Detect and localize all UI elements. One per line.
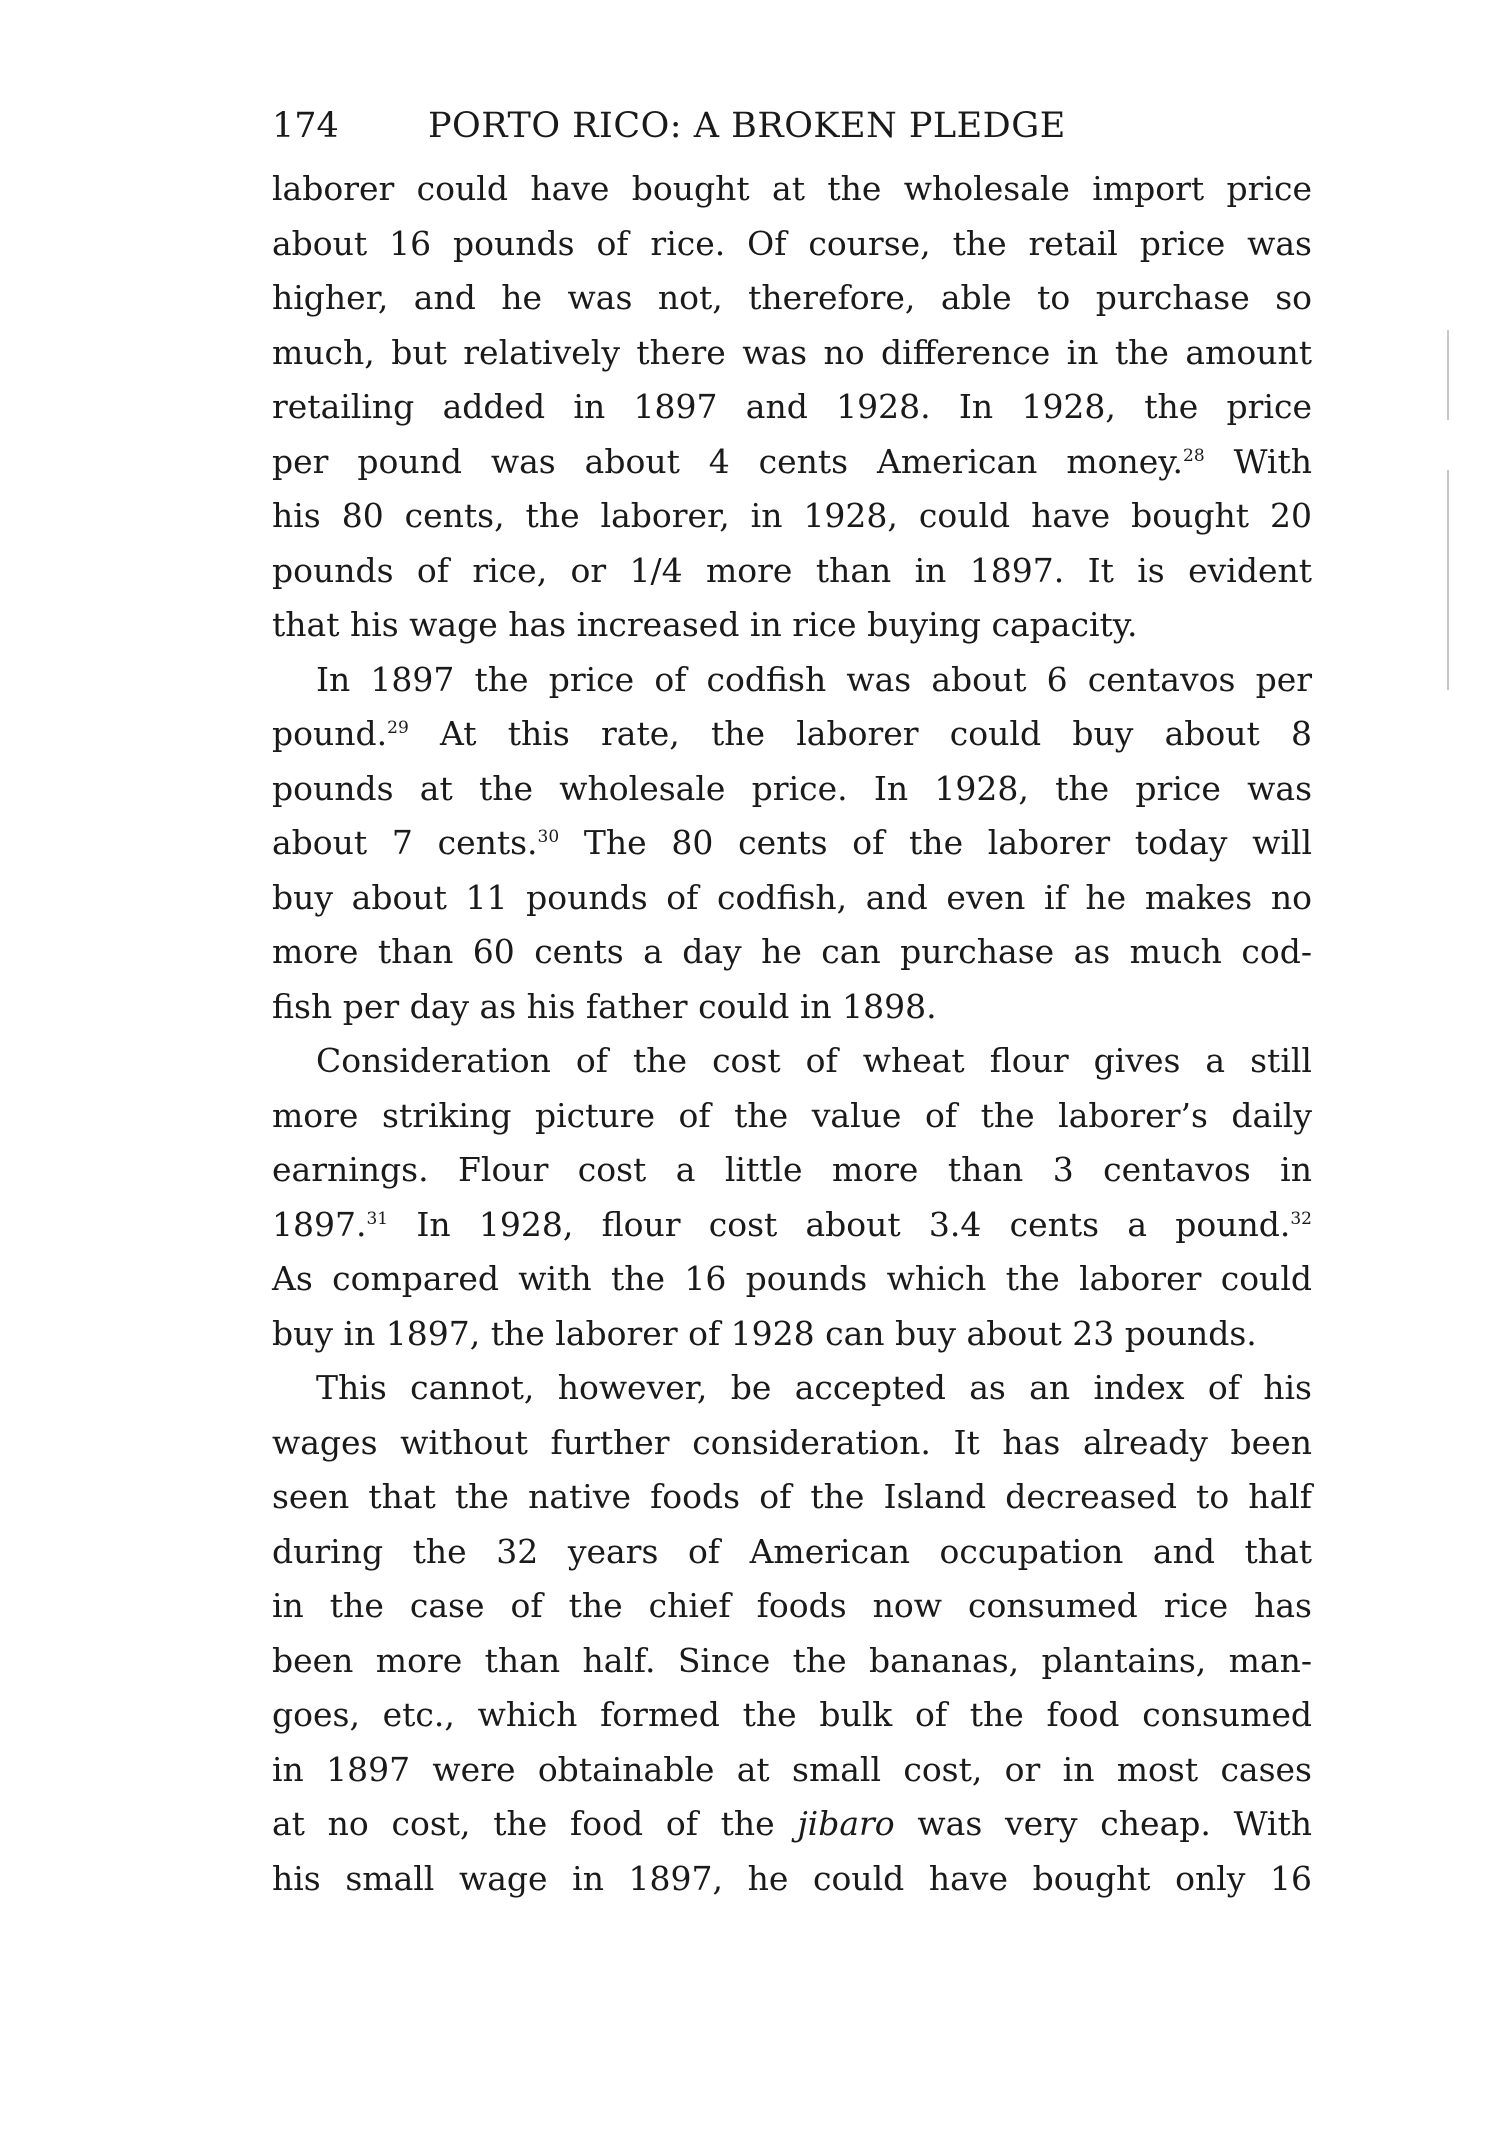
text-line xyxy=(272,1525,1312,1580)
line-text-tail: With xyxy=(1204,441,1312,481)
text-line xyxy=(272,271,1312,326)
line-text: per pound was about 4 cents American money. xyxy=(272,441,1184,481)
text-line xyxy=(272,326,1312,381)
line-text: buy in 1897, the laborer of 1928 can buy about 23 pounds. xyxy=(272,1313,1257,1353)
line-text: at no cost, the food of the xyxy=(272,1804,798,1843)
text-line xyxy=(272,1034,1312,1089)
text-line xyxy=(272,598,1312,653)
text-line xyxy=(272,1852,1312,1907)
text-line xyxy=(272,435,1312,490)
text-line xyxy=(272,1307,1312,1362)
footnote-marker: 28 xyxy=(1183,445,1205,466)
footnote-marker: 30 xyxy=(537,827,560,847)
text-line xyxy=(272,1688,1312,1743)
line-text-tail: was very cheap. With xyxy=(894,1804,1312,1843)
line-text: retailing added in 1897 and 1928. In 1928, the price xyxy=(272,387,1312,426)
text-line xyxy=(272,544,1312,599)
line-text: been more than half. Since the bananas, plantains, man- xyxy=(272,1640,1312,1680)
text-line xyxy=(272,1797,1312,1852)
text-line xyxy=(272,1089,1312,1144)
line-text: This cannot, however, be accepted as an index of his xyxy=(316,1368,1312,1407)
text-line xyxy=(272,762,1312,817)
line-text: about 7 cents. xyxy=(272,823,538,862)
page-number: 174 xyxy=(272,106,339,146)
text-line xyxy=(272,162,1312,217)
line-text: wages without further consideration. It has already been xyxy=(272,1422,1312,1462)
line-text: pound. xyxy=(272,714,388,753)
page-header xyxy=(272,106,1312,166)
text-line xyxy=(272,1143,1312,1198)
line-text: fish per day as his father could in 1898. xyxy=(272,986,937,1026)
line-text: during the 32 years of American occupation and that xyxy=(272,1531,1312,1571)
text-line xyxy=(272,489,1312,544)
line-text: higher, and he was not, therefore, able to purchase so xyxy=(272,278,1312,317)
text-line xyxy=(272,380,1312,435)
text-line xyxy=(272,653,1312,708)
line-text: buy about 11 pounds of codfish, and even if he makes no xyxy=(272,877,1312,917)
line-text: more than 60 cents a day he can purchase as much cod- xyxy=(272,932,1312,971)
line-text: earnings. Flour cost a little more than 3 centavos in xyxy=(272,1150,1312,1189)
running-title: PORTO RICO: A BROKEN PLEDGE xyxy=(428,106,1066,146)
text-line xyxy=(272,1198,1312,1253)
line-text: As compared with the 16 pounds which the laborer could xyxy=(272,1259,1312,1298)
line-text-tail: In 1928, flour cost about 3.4 cents a pound. xyxy=(388,1204,1291,1244)
scan-edge-mark xyxy=(1447,470,1449,690)
text-line xyxy=(272,1579,1312,1634)
line-text: 1897. xyxy=(272,1204,367,1244)
footnote-marker: 32 xyxy=(1290,1208,1312,1229)
line-text: more striking picture of the value of the laborer’s daily xyxy=(272,1095,1312,1135)
line-text: goes, etc., which formed the bulk of the food consumed xyxy=(272,1695,1312,1734)
text-line xyxy=(272,816,1312,871)
text-line xyxy=(272,217,1312,272)
line-text: laborer could have bought at the wholesale import price xyxy=(272,169,1312,208)
line-text: in the case of the chief foods now consumed rice has xyxy=(272,1586,1312,1625)
footnote-marker: 29 xyxy=(387,718,409,738)
line-text-tail: At this rate, the laborer could buy about 8 xyxy=(408,714,1312,753)
text-line xyxy=(272,1416,1312,1471)
text-line xyxy=(272,1470,1312,1525)
line-text: his small wage in 1897, he could have bought only 16 xyxy=(272,1858,1312,1898)
line-text: seen that the native foods of the Island decreased to half xyxy=(272,1477,1312,1516)
text-line xyxy=(272,980,1312,1035)
line-text: about 16 pounds of rice. Of course, the retail price was xyxy=(272,223,1312,263)
text-line xyxy=(272,707,1312,762)
footnote-marker: 31 xyxy=(366,1208,389,1229)
body-text xyxy=(272,162,1312,1906)
line-text: pounds of rice, or 1/4 more than in 1897. It is evident xyxy=(272,550,1312,590)
text-line xyxy=(272,1743,1312,1798)
text-line xyxy=(272,925,1312,980)
line-text-tail: The 80 cents of the laborer today will xyxy=(559,823,1312,862)
text-line xyxy=(272,1252,1312,1307)
text-line xyxy=(272,871,1312,926)
line-text: much, but relatively there was no difference in the amount xyxy=(272,332,1312,372)
line-text: in 1897 were obtainable at small cost, or in most cases xyxy=(272,1749,1312,1789)
text-line xyxy=(272,1361,1312,1416)
line-text: that his wage has increased in rice buying capacity. xyxy=(272,605,1138,644)
italic-word: jibaro xyxy=(797,1804,895,1843)
line-text: In 1897 the price of codfish was about 6 centavos per xyxy=(316,659,1312,699)
line-text: his 80 cents, the laborer, in 1928, could have bought 20 xyxy=(272,496,1312,535)
line-text: Consideration of the cost of wheat flour gives a still xyxy=(316,1041,1312,1080)
scan-edge-mark xyxy=(1447,330,1449,420)
text-line xyxy=(272,1634,1312,1689)
line-text: pounds at the wholesale price. In 1928, the price was xyxy=(272,768,1312,808)
